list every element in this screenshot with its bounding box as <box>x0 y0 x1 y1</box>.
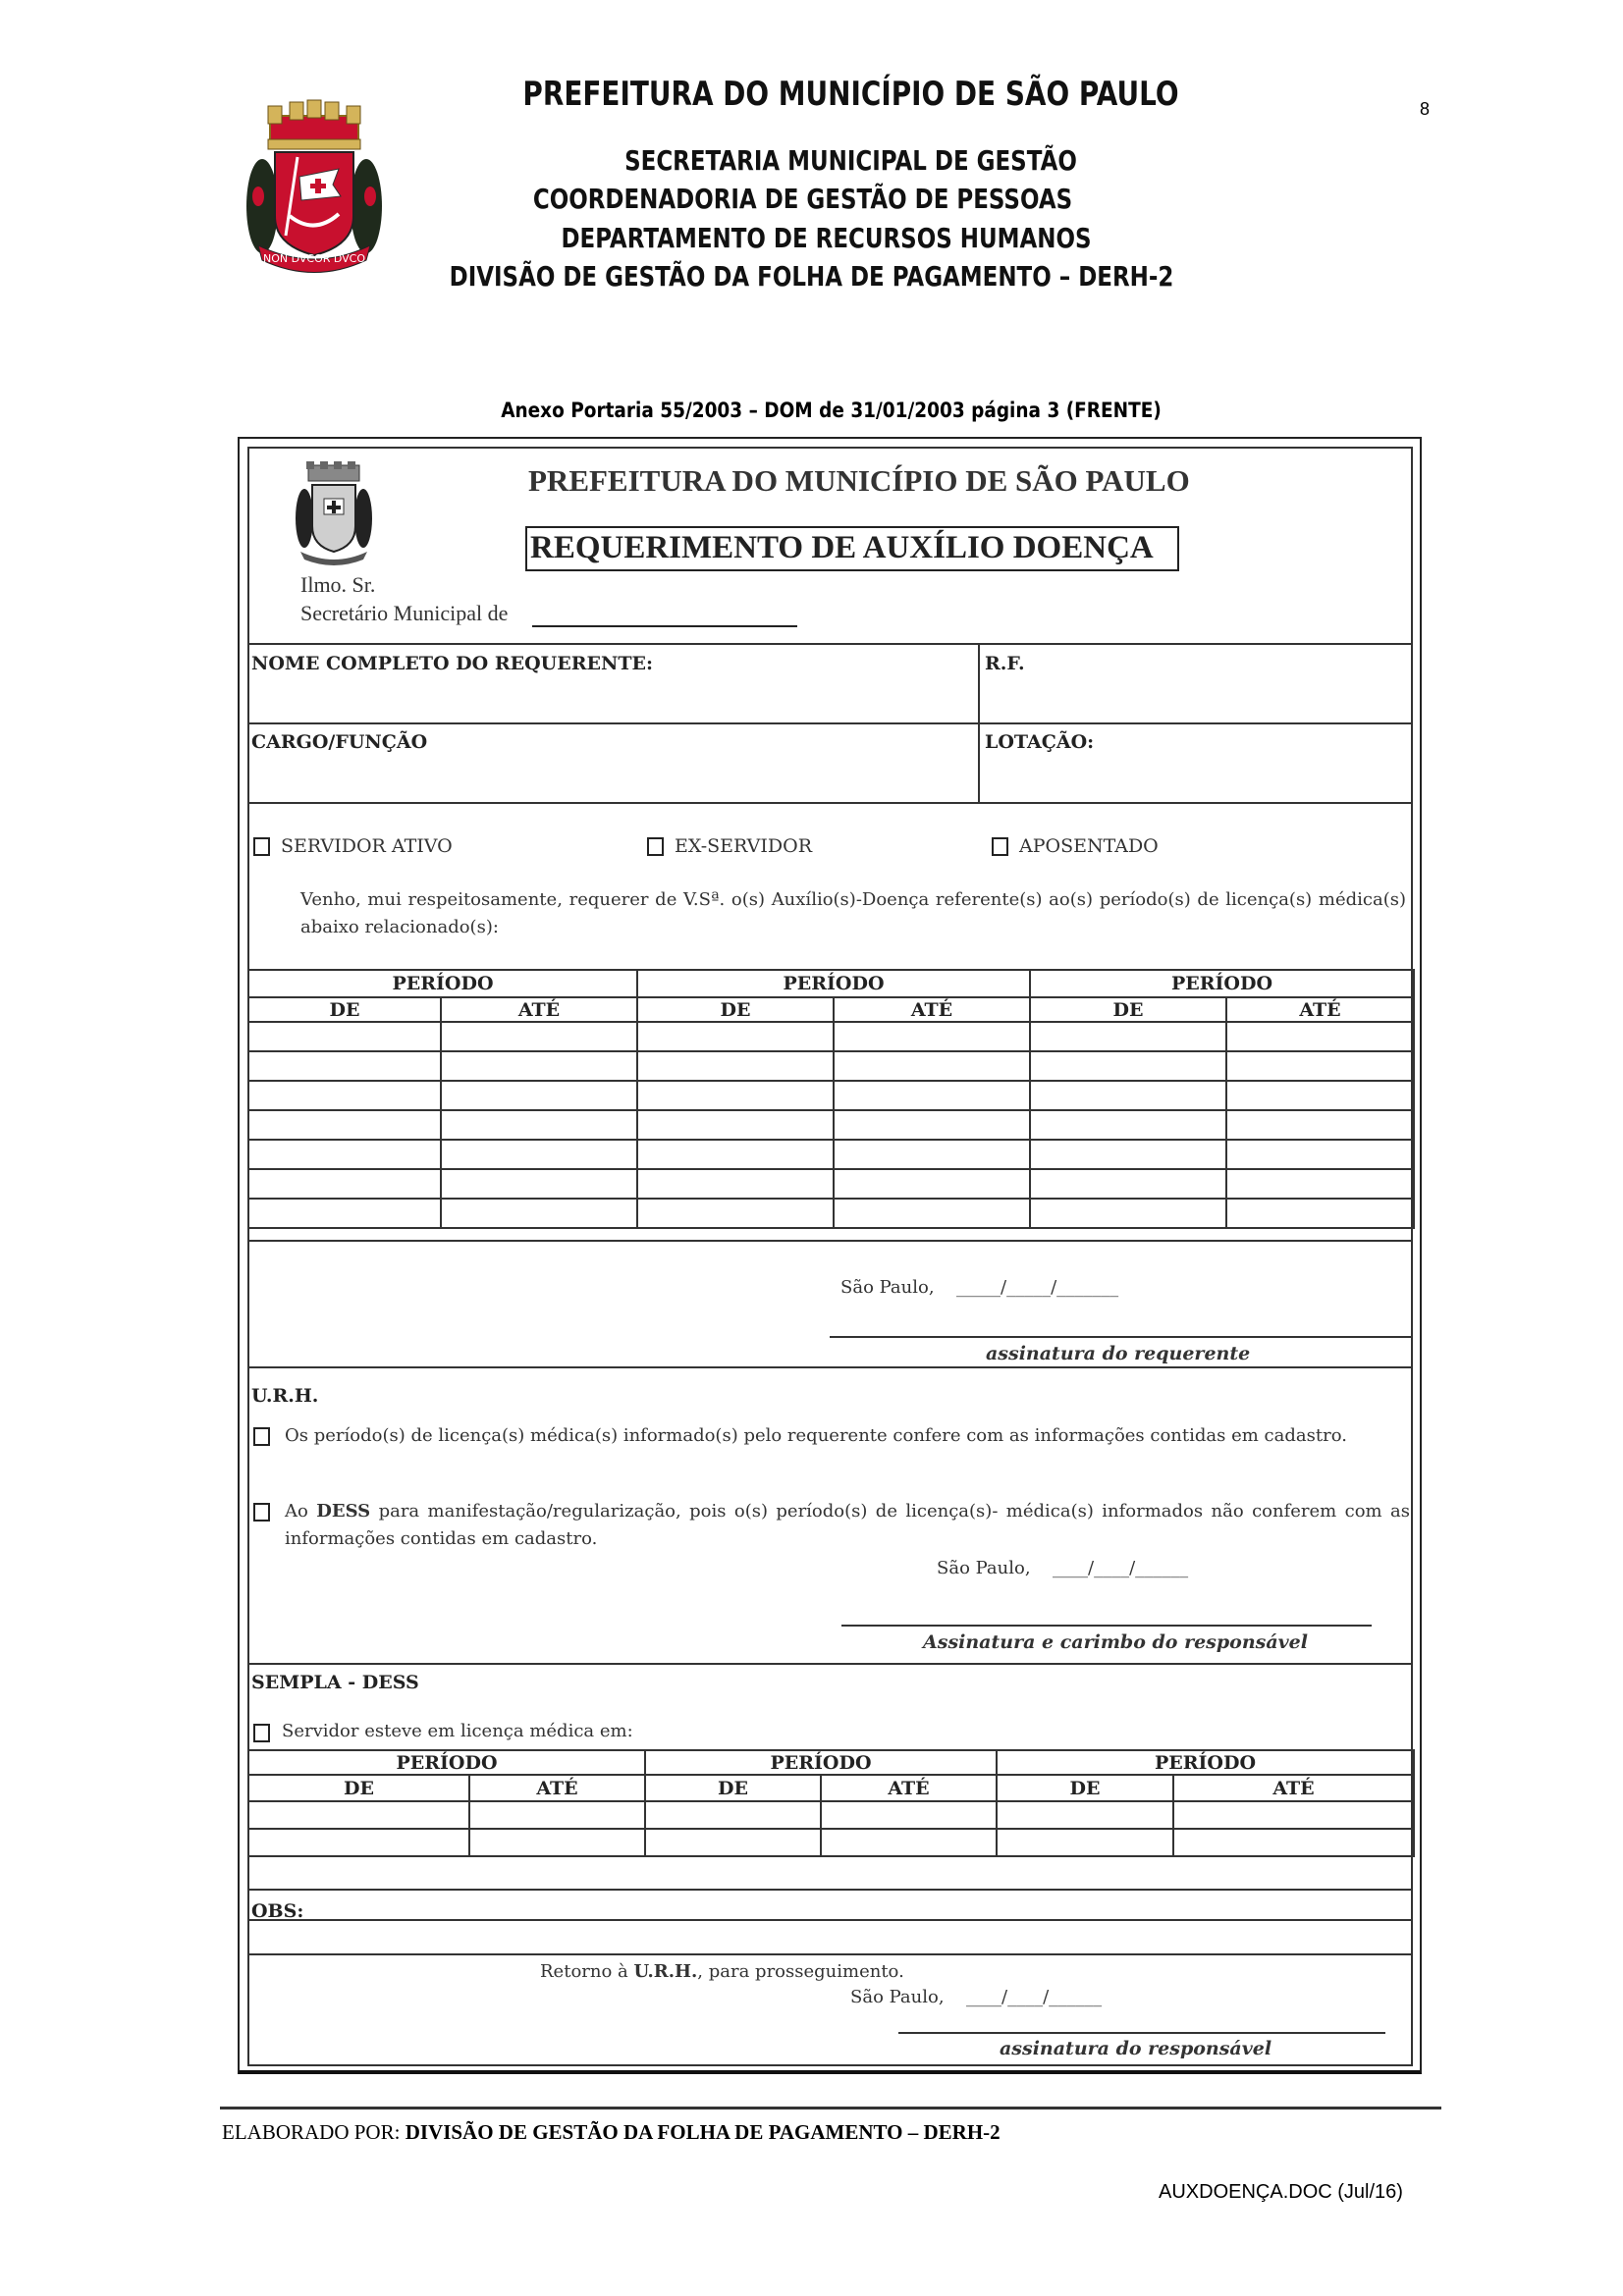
sempla-signature-label: assinatura do responsável <box>1000 2038 1272 2059</box>
header-secretaria: SECRETARIA MUNICIPAL DE GESTÃO <box>624 144 1077 177</box>
form-crest-icon <box>295 461 373 567</box>
divider <box>978 643 980 803</box>
de-date-cell[interactable] <box>645 1829 821 1856</box>
cargo-input[interactable] <box>249 756 976 799</box>
ex-servidor-label: EX-SERVIDOR <box>675 835 812 857</box>
sempla-licenca-checkbox[interactable] <box>253 1724 270 1742</box>
col-ate: ATÉ <box>1226 997 1414 1022</box>
ate-date-cell[interactable] <box>1173 1801 1414 1829</box>
ate-date-cell[interactable] <box>834 1199 1030 1228</box>
table-row <box>248 1169 1414 1199</box>
period-group-header: PERÍODO <box>997 1750 1414 1775</box>
de-date-cell[interactable] <box>637 1081 834 1110</box>
divider <box>247 643 1413 645</box>
footer-rule <box>220 2107 1441 2109</box>
ate-date-cell[interactable] <box>1226 1081 1414 1110</box>
ate-date-cell[interactable] <box>441 1199 637 1228</box>
divider <box>247 722 1413 724</box>
de-date-cell[interactable] <box>997 1801 1173 1829</box>
table-row <box>248 1140 1414 1169</box>
de-date-cell[interactable] <box>1030 1051 1226 1081</box>
cargo-label: CARGO/FUNÇÃO <box>251 731 428 753</box>
requerente-date-input[interactable]: _____/_____/_______ <box>956 1277 1119 1298</box>
period-table <box>247 969 1415 1229</box>
de-date-cell[interactable] <box>248 1081 441 1110</box>
request-text: Venho, mui respeitosamente, requerer de V.Sª. o(s) Auxílio(s)-Doença referente(s) ao(s) período(s) de licença(s) médica(s) abaixo relacionado(s): <box>300 889 1406 937</box>
col-ate: ATÉ <box>469 1775 645 1801</box>
ate-date-cell[interactable] <box>441 1051 637 1081</box>
ate-date-cell[interactable] <box>834 1169 1030 1199</box>
secretario-label: Secretário Municipal de <box>300 601 509 625</box>
nome-label: NOME COMPLETO DO REQUERENTE: <box>251 653 653 674</box>
col-ate: ATÉ <box>821 1775 997 1801</box>
de-date-cell[interactable] <box>248 1199 441 1228</box>
de-date-cell[interactable] <box>637 1169 834 1199</box>
de-date-cell[interactable] <box>248 1110 441 1140</box>
ex-servidor-checkbox[interactable] <box>647 837 664 856</box>
de-date-cell[interactable] <box>637 1110 834 1140</box>
ate-date-cell[interactable] <box>1173 1829 1414 1856</box>
de-date-cell[interactable] <box>1030 1081 1226 1110</box>
ate-date-cell[interactable] <box>1226 1140 1414 1169</box>
de-date-cell[interactable] <box>248 1022 441 1051</box>
requerente-date-label: São Paulo, <box>840 1277 935 1298</box>
de-date-cell[interactable] <box>1030 1140 1226 1169</box>
divider <box>247 1366 1413 1368</box>
ate-date-cell[interactable] <box>1226 1169 1414 1199</box>
col-de: DE <box>248 1775 469 1801</box>
urh-date-label: São Paulo, <box>937 1558 1031 1578</box>
footer-prepared-by: ELABORADO POR: DIVISÃO DE GESTÃO DA FOLHA DE PAGAMENTO – DERH-2 <box>222 2120 1001 2144</box>
salutation: Ilmo. Sr. <box>300 572 376 597</box>
de-date-cell[interactable] <box>1030 1199 1226 1228</box>
table-row <box>248 1829 1414 1856</box>
de-date-cell[interactable] <box>645 1801 821 1829</box>
col-ate: ATÉ <box>441 997 637 1022</box>
de-date-cell[interactable] <box>637 1022 834 1051</box>
sempla-signature-line[interactable] <box>898 2032 1385 2034</box>
ate-date-cell[interactable] <box>834 1140 1030 1169</box>
ate-date-cell[interactable] <box>441 1140 637 1169</box>
lotacao-label: LOTAÇÃO: <box>985 731 1095 753</box>
table-row <box>248 1199 1414 1228</box>
col-de: DE <box>248 997 441 1022</box>
nome-input[interactable] <box>249 677 976 721</box>
sempla-heading: SEMPLA - DESS <box>251 1672 419 1693</box>
annex-reference: Anexo Portaria 55/2003 – DOM de 31/01/2003 página 3 (FRENTE) <box>501 399 1162 422</box>
period-group-header: PERÍODO <box>645 1750 997 1775</box>
ate-date-cell[interactable] <box>441 1110 637 1140</box>
rf-label: R.F. <box>985 653 1025 674</box>
rf-input[interactable] <box>981 677 1409 721</box>
divider <box>247 802 1413 804</box>
urh-confere-checkbox[interactable] <box>253 1427 270 1446</box>
urh-heading: U.R.H. <box>251 1385 319 1407</box>
requerente-signature-label: assinatura do requerente <box>986 1343 1251 1364</box>
col-de: DE <box>997 1775 1173 1801</box>
return-text: Retorno à U.R.H., para prosseguimento. <box>540 1961 904 1982</box>
urh-signature-line[interactable] <box>841 1625 1372 1627</box>
header-departamento: DEPARTAMENTO DE RECURSOS HUMANOS <box>561 222 1092 254</box>
sempla-period-table <box>247 1749 1415 1857</box>
servidor-ativo-checkbox[interactable] <box>253 837 270 856</box>
divider <box>247 1240 1413 1242</box>
urh-dess-checkbox[interactable] <box>253 1503 270 1522</box>
de-date-cell[interactable] <box>248 1829 469 1856</box>
aposentado-checkbox[interactable] <box>992 837 1008 856</box>
ate-date-cell[interactable] <box>834 1081 1030 1110</box>
table-row <box>248 1110 1414 1140</box>
de-date-cell[interactable] <box>248 1051 441 1081</box>
ate-date-cell[interactable] <box>834 1110 1030 1140</box>
ate-date-cell[interactable] <box>441 1169 637 1199</box>
urh-confere-text: Os período(s) de licença(s) médica(s) informado(s) pelo requerente confere com as informações contidas em cadastro. <box>285 1425 1347 1446</box>
ate-date-cell[interactable] <box>1226 1110 1414 1140</box>
obs-label: OBS: <box>251 1900 304 1922</box>
de-date-cell[interactable] <box>248 1140 441 1169</box>
ate-date-cell[interactable] <box>834 1022 1030 1051</box>
servidor-ativo-label: SERVIDOR ATIVO <box>281 835 453 857</box>
ate-date-cell[interactable] <box>441 1022 637 1051</box>
ate-date-cell[interactable] <box>834 1051 1030 1081</box>
table-row <box>248 1022 1414 1051</box>
period-group-header: PERÍODO <box>248 1750 645 1775</box>
ate-date-cell[interactable] <box>821 1801 997 1829</box>
urh-dess-text: Ao DESS para manifestação/regularização, pois o(s) período(s) de licença(s)- médica(s) informados não conferem com as informações contidas em cadastro. <box>285 1501 1410 1549</box>
col-de: DE <box>637 997 834 1022</box>
page-number: 8 <box>1420 99 1431 119</box>
table-row <box>248 1051 1414 1081</box>
header-divisao: DIVISÃO DE GESTÃO DA FOLHA DE PAGAMENTO – DERH-2 <box>449 260 1174 293</box>
divider <box>247 1663 1413 1665</box>
sempla-date-input[interactable]: ____/____/______ <box>966 1987 1103 2007</box>
de-date-cell[interactable] <box>997 1829 1173 1856</box>
de-date-cell[interactable] <box>637 1140 834 1169</box>
col-ate: ATÉ <box>834 997 1030 1022</box>
ate-date-cell[interactable] <box>1226 1022 1414 1051</box>
divider <box>247 1953 1413 1955</box>
form-subtitle: REQUERIMENTO DE AUXÍLIO DOENÇA <box>530 530 1154 565</box>
table-row <box>248 1081 1414 1110</box>
divider <box>247 1919 1413 1921</box>
de-date-cell[interactable] <box>1030 1169 1226 1199</box>
secretario-input[interactable] <box>532 625 797 627</box>
ate-date-cell[interactable] <box>469 1829 645 1856</box>
obs-input-line2[interactable] <box>249 1922 1411 1951</box>
ate-date-cell[interactable] <box>1226 1199 1414 1228</box>
urh-date-input[interactable]: ____/____/______ <box>1053 1558 1189 1578</box>
period-group-header: PERÍODO <box>248 970 637 997</box>
ate-date-cell[interactable] <box>469 1801 645 1829</box>
de-date-cell[interactable] <box>637 1199 834 1228</box>
col-ate: ATÉ <box>1173 1775 1414 1801</box>
period-group-header: PERÍODO <box>1030 970 1414 997</box>
period-group-header: PERÍODO <box>637 970 1030 997</box>
header-title: PREFEITURA DO MUNICÍPIO DE SÃO PAULO <box>522 75 1179 114</box>
footer-doc-reference: AUXDOENÇA.DOC (Jul/16) <box>1159 2181 1403 2203</box>
header-coordenadoria: COORDENADORIA DE GESTÃO DE PESSOAS <box>532 183 1073 215</box>
requerente-signature-line[interactable] <box>830 1336 1413 1338</box>
ate-date-cell[interactable] <box>1226 1051 1414 1081</box>
ate-date-cell[interactable] <box>441 1081 637 1110</box>
de-date-cell[interactable] <box>1030 1022 1226 1051</box>
svg-text:NON DVCOR DVCO: NON DVCOR DVCO <box>262 252 366 265</box>
aposentado-label: APOSENTADO <box>1019 835 1159 857</box>
col-de: DE <box>645 1775 821 1801</box>
table-row <box>248 1801 1414 1829</box>
ate-date-cell[interactable] <box>821 1829 997 1856</box>
lotacao-input[interactable] <box>981 756 1409 799</box>
de-date-cell[interactable] <box>248 1169 441 1199</box>
de-date-cell[interactable] <box>637 1051 834 1081</box>
sempla-licenca-label: Servidor esteve em licença médica em: <box>282 1721 633 1741</box>
form-title: PREFEITURA DO MUNICÍPIO DE SÃO PAULO <box>528 463 1190 498</box>
urh-signature-label: Assinatura e carimbo do responsável <box>923 1631 1308 1653</box>
sempla-date-label: São Paulo, <box>850 1987 945 2007</box>
de-date-cell[interactable] <box>248 1801 469 1829</box>
divider <box>247 1889 1413 1891</box>
obs-input[interactable] <box>295 1893 1409 1920</box>
col-de: DE <box>1030 997 1226 1022</box>
de-date-cell[interactable] <box>1030 1110 1226 1140</box>
